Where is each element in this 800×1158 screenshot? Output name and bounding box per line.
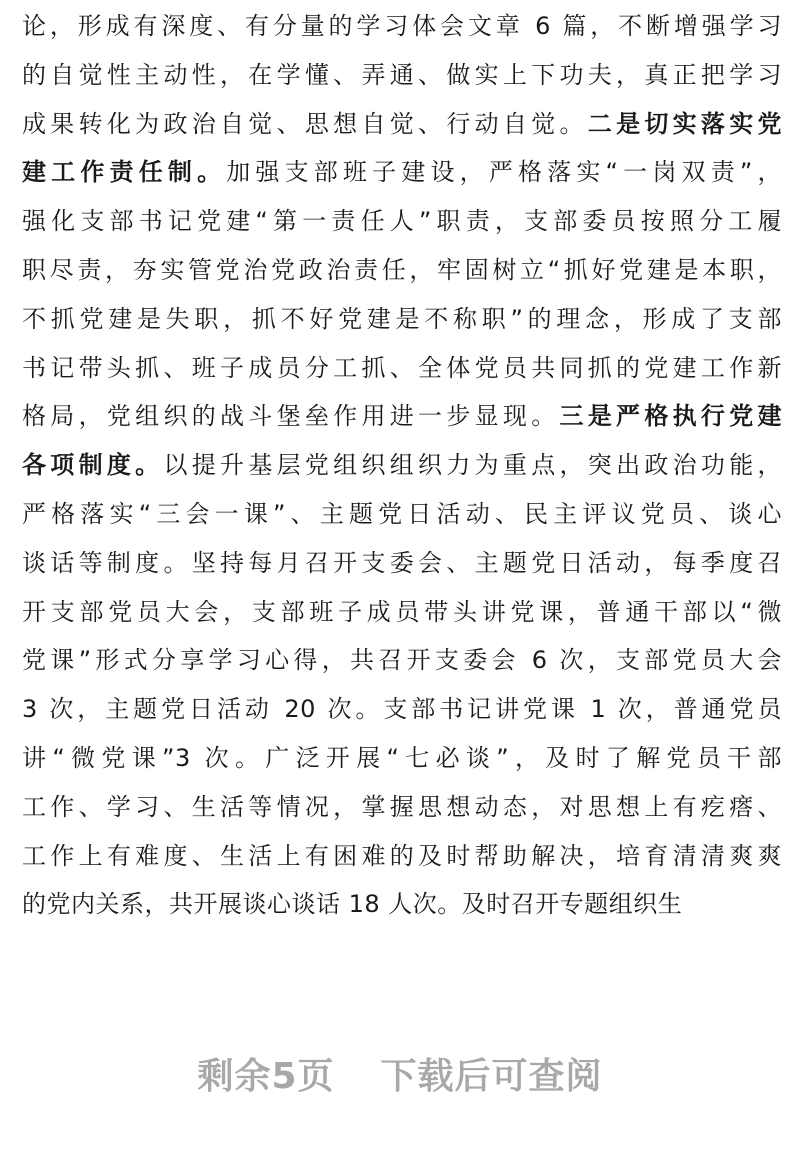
text-segment: 工作、学习、生活等情况，掌握思想动态，对思想上有疙瘩、 (22, 792, 782, 821)
bold-heading-segment: 二是切实落实党 (587, 109, 783, 138)
text-segment: 工作上有难度、生活上有困难的及时帮助解决，培育清清爽爽 (22, 841, 782, 870)
text-line (22, 197, 782, 246)
text-segment: 格局，党组织的战斗堡垒作用进一步显现。 (22, 402, 560, 431)
text-line (22, 2, 782, 51)
bold-heading-segment: 三是严格执行党建 (559, 402, 783, 431)
text-line (22, 392, 782, 441)
text-segment: 严格落实“三会一课”、主题党日活动、民主评议党员、谈心 (22, 499, 782, 528)
text-segment: 成果转化为政治自觉、思想自觉、行动自觉。 (22, 109, 588, 138)
text-line (22, 51, 782, 100)
text-segment: 的党内关系，共开展谈心谈话 18 人次。及时召开专题组织生 (22, 890, 683, 919)
download-prompt[interactable] (0, 1048, 800, 1099)
text-segment: 书记带头抓、班子成员分工抓、全体党员共同抓的党建工作新 (22, 353, 782, 382)
text-line (22, 295, 782, 344)
text-segment: 开支部党员大会，支部班子成员带头讲党课，普通干部以“微 (22, 597, 782, 626)
text-segment: 党课”形式分享学习心得，共召开支委会 6 次，支部党员大会 (22, 646, 782, 675)
remaining-pages-label: 剩余5页 (197, 1056, 335, 1097)
text-line (22, 685, 782, 734)
bold-heading-segment: 建工作责任制。 (22, 158, 227, 187)
text-line (22, 441, 782, 490)
text-segment: 强化支部书记党建“第一责任人”职责，支部委员按照分工履 (22, 207, 782, 236)
text-segment: 论，形成有深度、有分量的学习体会文章 6 篇，不断增强学习 (22, 12, 782, 40)
text-line (22, 490, 782, 539)
bold-heading-segment: 各项制度。 (22, 451, 164, 480)
text-segment: 职尽责，夯实管党治党政治责任，牢固树立“抓好党建是本职， (22, 255, 782, 284)
text-line (22, 832, 782, 881)
text-line (22, 783, 782, 832)
text-line (22, 880, 782, 929)
text-line (22, 734, 782, 783)
document-body (22, 2, 782, 929)
text-segment: 的自觉性主动性，在学懂、弄通、做实上下功夫，真正把学习 (22, 60, 782, 89)
text-segment: 不抓党建是失职，抓不好党建是不称职”的理念，形成了支部 (22, 304, 782, 333)
text-line (22, 344, 782, 393)
text-line (22, 539, 782, 588)
text-line (22, 100, 782, 149)
text-line (22, 148, 782, 197)
text-segment: 加强支部班子建设，严格落实“一岗双责”， (226, 158, 782, 187)
download-to-view-label: 下载后可查阅 (380, 1056, 603, 1097)
text-line (22, 588, 782, 637)
text-segment: 以提升基层党组织组织力为重点，突出政治功能， (163, 451, 783, 480)
text-segment: 3 次，主题党日活动 20 次。支部书记讲党课 1 次，普通党员 (22, 695, 782, 724)
text-line (22, 636, 782, 685)
text-segment: 讲“微党课”3 次。广泛开展“七必谈”，及时了解党员干部 (22, 743, 782, 772)
text-line (22, 246, 782, 295)
text-segment: 谈话等制度。坚持每月召开支委会、主题党日活动，每季度召 (22, 548, 782, 577)
